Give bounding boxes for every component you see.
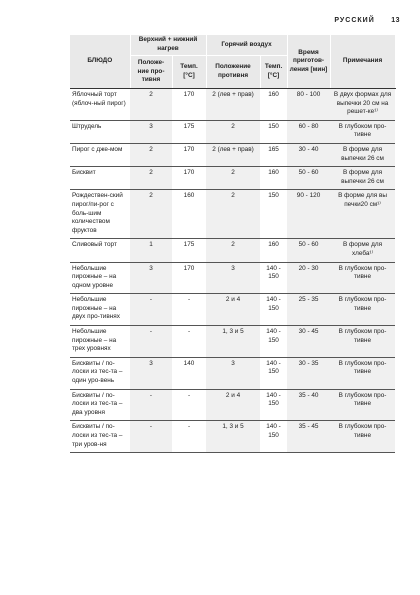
header-hot-air: Горячий воздух (206, 35, 287, 56)
cell-position-hot-air: 2 (лев + прав) (206, 143, 260, 166)
table-row (70, 190, 395, 239)
cell-position-hot-air: 3 (206, 262, 260, 294)
cell-dish: Небольшие пирожные – на двух про-тивнях (70, 294, 130, 326)
cell-temp: 170 (172, 143, 206, 166)
cell-dish: Бисквиты / по-лоски из тес-та – один уро-вень (70, 357, 130, 389)
cell-note: В глубоком про-тивне (330, 326, 395, 358)
header-top-bottom: Верхний + нижний нагрев (130, 35, 206, 56)
cell-note: В форме для хлеба¹⁾ (330, 239, 395, 262)
cell-temp: - (172, 421, 206, 453)
cell-temp: 170 (172, 89, 206, 121)
cell-note: В форме для вы печки20 см¹⁾ (330, 190, 395, 239)
page-header (334, 17, 400, 24)
cell-temp-hot-air: 140 - 150 (260, 326, 287, 358)
table-row (70, 326, 395, 358)
cell-dish: Рождествен-ский пирог/пи-рог с боль-шим количеством фруктов (70, 190, 130, 239)
header-position-hot-air: Положение противня (206, 56, 260, 89)
cell-position-hot-air: 3 (206, 357, 260, 389)
cell-temp: 160 (172, 190, 206, 239)
table-header (70, 35, 395, 89)
cell-time: 50 - 60 (287, 239, 330, 262)
page-language: РУССКИЙ (334, 17, 375, 24)
cell-note: В форме для выпечки 26 см (330, 167, 395, 190)
table-row (70, 239, 395, 262)
cell-position-hot-air: 1, 3 и 5 (206, 421, 260, 453)
table-row (70, 120, 395, 143)
cell-time: 30 - 45 (287, 326, 330, 358)
table-row (70, 357, 395, 389)
cell-temp: 140 (172, 357, 206, 389)
cell-temp: - (172, 294, 206, 326)
table-row (70, 389, 395, 421)
cell-temp-hot-air: 140 - 150 (260, 262, 287, 294)
cell-dish: Сливовый торт (70, 239, 130, 262)
table-row (70, 421, 395, 453)
cell-position: 3 (130, 120, 172, 143)
header-temp-hot-air: Темп. [°C] (260, 56, 287, 89)
cell-temp: - (172, 326, 206, 358)
cell-temp: - (172, 389, 206, 421)
header-time: Время приготов-ления [мин] (287, 35, 330, 89)
cell-dish: Небольшие пирожные – на одном уровне (70, 262, 130, 294)
table-row (70, 262, 395, 294)
cell-temp-hot-air: 150 (260, 190, 287, 239)
cell-note: В глубоком про-тивне (330, 262, 395, 294)
cell-time: 90 - 120 (287, 190, 330, 239)
cell-time: 35 - 45 (287, 421, 330, 453)
cell-time: 50 - 60 (287, 167, 330, 190)
cell-position-hot-air: 2 (206, 120, 260, 143)
cell-dish: Яблочный торт (яблоч-ный пирог) (70, 89, 130, 121)
cell-note: В глубоком про-тивне (330, 294, 395, 326)
cell-note: В глубоком про-тивне (330, 421, 395, 453)
cell-temp-hot-air: 160 (260, 167, 287, 190)
cell-dish: Бисквит (70, 167, 130, 190)
cell-time: 35 - 40 (287, 389, 330, 421)
cell-note: В глубоком про-тивне (330, 389, 395, 421)
cell-position-hot-air: 2 и 4 (206, 294, 260, 326)
cell-position: 3 (130, 262, 172, 294)
cell-temp-hot-air: 150 (260, 120, 287, 143)
cell-position: - (130, 294, 172, 326)
cell-position-hot-air: 2 (206, 190, 260, 239)
cell-position: - (130, 421, 172, 453)
cell-temp-hot-air: 165 (260, 143, 287, 166)
cell-dish: Бисквиты / по-лоски из тес-та – два уровня (70, 389, 130, 421)
cell-dish: Пирог с дже-мом (70, 143, 130, 166)
cell-temp-hot-air: 140 - 150 (260, 357, 287, 389)
cell-time: 20 - 30 (287, 262, 330, 294)
cell-position: 1 (130, 239, 172, 262)
cell-position-hot-air: 2 (лев + прав) (206, 89, 260, 121)
cell-temp: 175 (172, 120, 206, 143)
table-row (70, 143, 395, 166)
cell-temp: 170 (172, 167, 206, 190)
cell-time: 30 - 35 (287, 357, 330, 389)
table-body (70, 89, 395, 453)
cell-note: В глубоком про-тивне (330, 357, 395, 389)
cell-temp: 175 (172, 239, 206, 262)
cell-time: 25 - 35 (287, 294, 330, 326)
cell-temp-hot-air: 140 - 150 (260, 421, 287, 453)
cell-position-hot-air: 2 (206, 167, 260, 190)
cell-position: 2 (130, 190, 172, 239)
cell-time: 30 - 40 (287, 143, 330, 166)
table-row (70, 294, 395, 326)
cell-dish: Штрудель (70, 120, 130, 143)
cell-position-hot-air: 1, 3 и 5 (206, 326, 260, 358)
table-row (70, 167, 395, 190)
cell-position: 2 (130, 89, 172, 121)
cell-position-hot-air: 2 (206, 239, 260, 262)
cell-temp-hot-air: 160 (260, 239, 287, 262)
cell-time: 60 - 80 (287, 120, 330, 143)
cell-note: В глубоком про-тивне (330, 120, 395, 143)
header-position: Положе-ние про-тивня (130, 56, 172, 89)
cell-dish: Бисквиты / по-лоски из тес-та – три уров-ня (70, 421, 130, 453)
cell-temp: 170 (172, 262, 206, 294)
cell-dish: Небольшие пирожные – на трех уровнях (70, 326, 130, 358)
header-notes: Примечания (330, 35, 395, 89)
page-number: 13 (391, 17, 400, 24)
baking-table (70, 35, 396, 453)
table-row (70, 89, 395, 121)
header-dish: БЛЮДО (70, 35, 130, 89)
cell-time: 80 - 100 (287, 89, 330, 121)
cell-position: - (130, 389, 172, 421)
cell-note: В двух формах для выпечки 20 см на решет-ке¹⁾ (330, 89, 395, 121)
cell-temp-hot-air: 140 - 150 (260, 389, 287, 421)
cell-note: В форме для выпечки 26 см (330, 143, 395, 166)
header-temp: Темп. [°C] (172, 56, 206, 89)
cell-temp-hot-air: 160 (260, 89, 287, 121)
cell-position: 2 (130, 167, 172, 190)
cell-position: - (130, 326, 172, 358)
cell-position-hot-air: 2 и 4 (206, 389, 260, 421)
cell-temp-hot-air: 140 - 150 (260, 294, 287, 326)
cell-position: 3 (130, 357, 172, 389)
cell-position: 2 (130, 143, 172, 166)
